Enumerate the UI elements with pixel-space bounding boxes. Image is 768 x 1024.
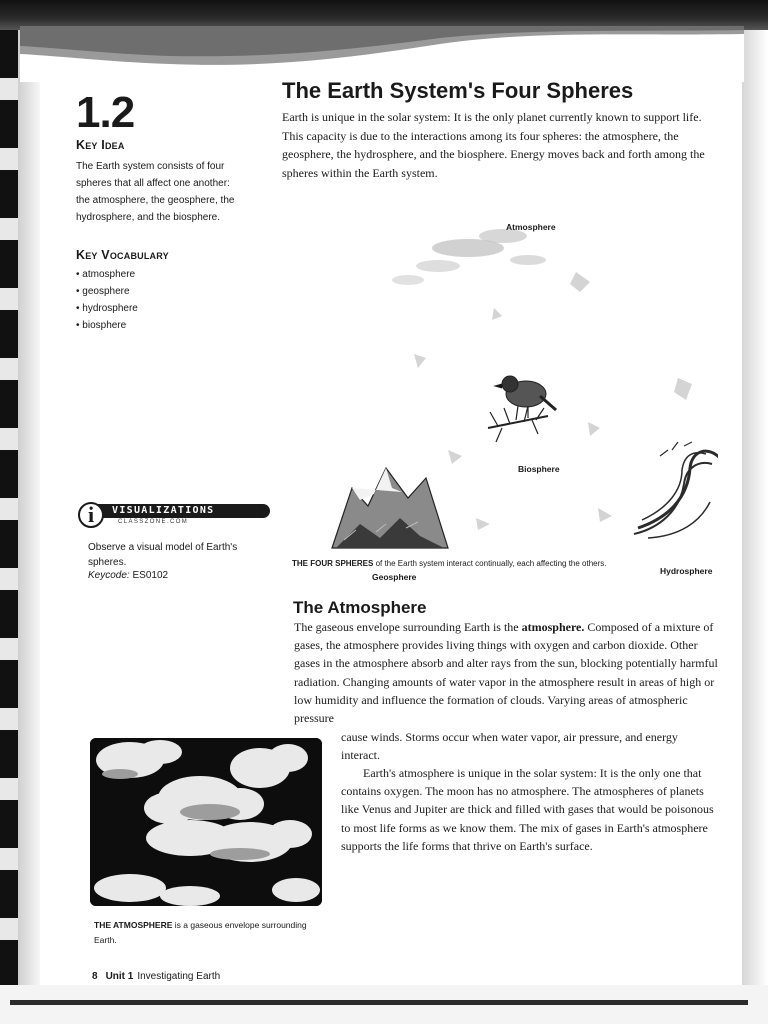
vocab-item: • geosphere [76,283,138,300]
section-number: 1.2 [76,88,135,137]
hydrosphere-label: Hydrosphere [660,566,713,576]
keycode-value: ES0102 [132,570,169,581]
key-vocabulary-heading: Key Vocabulary [76,248,169,262]
biosphere-bird [488,376,556,442]
figure-caption-text: of the Earth system interact continually, each affecting the others. [373,559,607,568]
photo-caption-text: is a gaseous envelope surrounding Earth. [94,920,307,945]
atmosphere-clouds [392,229,546,285]
clouds-image [90,738,322,906]
page-footer [92,971,220,982]
keycode-label: Keycode: [88,570,130,581]
figure-caption-lead: THE FOUR SPHERES [292,559,374,568]
photo-caption-lead: THE ATMOSPHERE [94,920,173,930]
interaction-arrows [414,272,692,530]
hydrosphere-wave [634,442,718,538]
geosphere-mountains [332,468,448,548]
visualizations-keycode [88,570,168,581]
visualizations-badge [78,502,270,528]
unit-label: Unit 1 [105,971,134,982]
vocab-item: • hydrosphere [76,300,138,317]
atmosphere-label: Atmosphere [506,222,556,232]
four-spheres-illustration [288,188,718,578]
atmosphere-p1-intro: The gaseous envelope surrounding Earth is the [294,620,522,634]
photo-caption [94,918,324,948]
visualizations-site: CLASSZONE.COM [118,519,189,525]
visualizations-label: VISUALIZATIONS [92,504,270,518]
textbook-page [40,28,742,986]
key-vocabulary-list [76,266,138,334]
visualizations-text: Observe a visual model of Earth's spheres. [88,542,238,568]
atmosphere-heading: The Atmosphere [293,598,427,617]
page-right-edge [742,30,768,990]
unit-title: Investigating Earth [137,971,221,982]
biosphere-label: Biosphere [518,464,560,474]
section-title: The Earth System's Four Spheres [282,78,634,103]
atmosphere-paragraph-1-continued: cause winds. Storms occur when water vapor, air pressure, and energy interact. [341,730,678,763]
atmosphere-paragraph-2: Earth's atmosphere is unique in the solar system: It is the only one that contains oxygen. The moon has no atmosphere. The atmospheres of planets like Venus and Jupiter are thick and filled with gases that would be poisonous to most life forms as we know them. The mix of gases in Earth's atmosphere supports the life forms that thrive on Earth's surface. [341,766,714,853]
scan-left-edge [0,30,18,990]
intro-paragraph: Earth is unique in the solar system: It is the only planet currently known to support life. This capacity is due to the interactions among its four spheres: the atmosphere, the geosphere, the hydrosphere, and the biosphere. Energy moves back and forth among the spheres within the Earth system. [282,110,705,180]
page-number: 8 [92,971,98,982]
vocab-item: • biosphere [76,317,138,334]
bottom-rule [10,1000,748,1005]
scan-bottom-border [0,985,768,1024]
atmosphere-p1-body: Composed of a mixture of gases, the atmosphere provides living things with oxygen and carbon dioxide. Other gases in the atmosphere absorb and alter rays from the sun, blocking potentially harmful radiation. Changing amounts of water vapor in the atmosphere result in areas of high or low humidity and influence the formation of clouds. Varying areas of atmospheric pressure [294,620,718,726]
key-idea-text: The Earth system consists of four spheres that all affect one another: the atmosphere, the geosphere, the hydrosphere, and the biosphere. [76,161,235,223]
vocab-term-atmosphere: atmosphere. [521,620,585,634]
clouds-photo [90,738,322,906]
vocab-item: • atmosphere [76,266,138,283]
page-spine [18,30,40,990]
info-icon: i [78,502,104,528]
four-spheres-figure [288,188,718,582]
atmosphere-paragraph-1 [294,618,720,727]
figure-caption [292,559,722,568]
geosphere-label: Geosphere [372,572,417,582]
key-idea-heading: Key Idea [76,138,125,152]
